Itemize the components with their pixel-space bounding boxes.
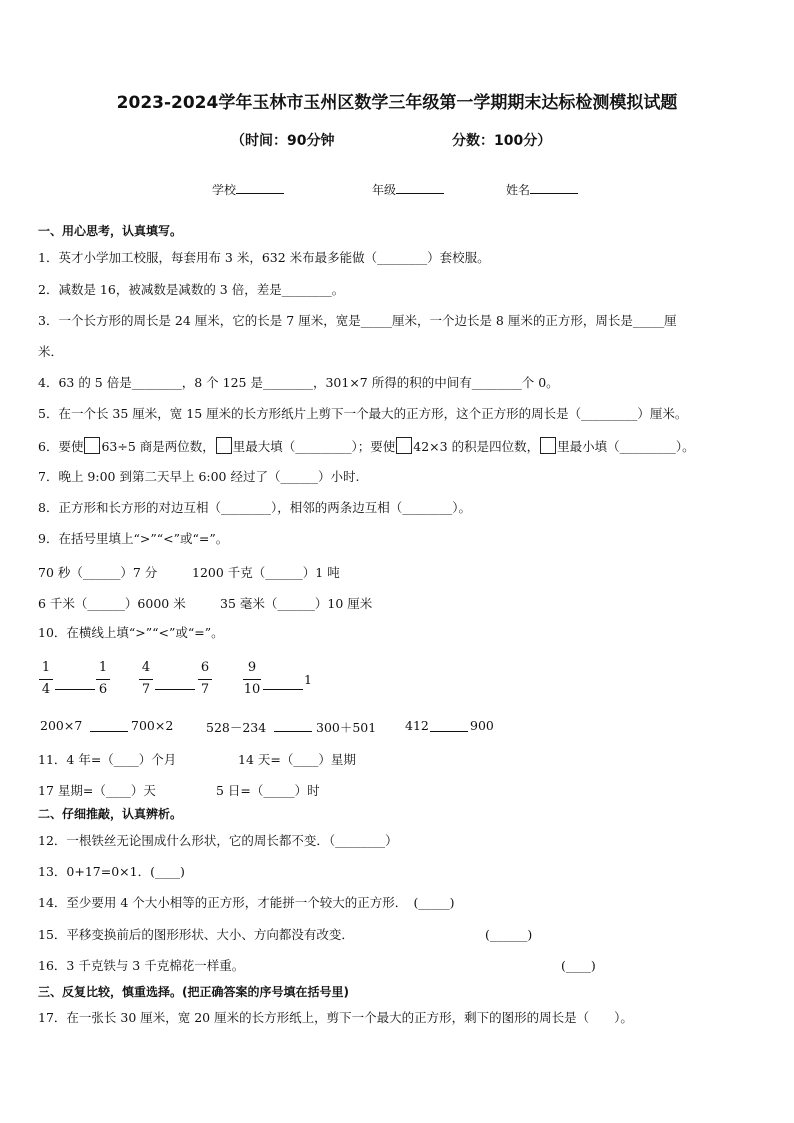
frac-3-numerator: 4 bbox=[141, 660, 151, 675]
expr-6: 900 bbox=[470, 718, 494, 733]
frac-5-bar bbox=[243, 679, 261, 680]
frac-2-denominator: 6 bbox=[98, 682, 108, 697]
question-3: 3．一个长方形的周长是 24 厘米，它的长是 7 厘米，宽是_____厘米，一个边长是 8 厘米的正方形，周长是_____厘 bbox=[38, 313, 677, 328]
question-15: 15．平移变换前后的图形形状、大小、方向都没有改变． bbox=[38, 927, 354, 942]
frac-4-numerator: 6 bbox=[200, 660, 210, 675]
expr-5: 412 bbox=[405, 718, 429, 733]
question-11b: 14 天=（____）星期 bbox=[238, 752, 356, 767]
digit-box[interactable] bbox=[216, 437, 232, 454]
q6-part-a: 6．要使 bbox=[38, 439, 84, 454]
q9-item-d: 35 毫米（______）10 厘米 bbox=[220, 596, 373, 611]
frac-4-bar bbox=[198, 679, 212, 680]
question-5: 5．在一个长 35 厘米，宽 15 厘米的长方形纸片上剪下一个最大的正方形，这个正方形的周长是（_________）厘米。 bbox=[38, 406, 688, 421]
school-field bbox=[212, 181, 284, 198]
q9-item-b: 1200 千克（______）1 吨 bbox=[192, 565, 340, 580]
question-16: 16．3 千克铁与 3 千克棉花一样重。 bbox=[38, 958, 245, 973]
compare-blank[interactable] bbox=[430, 731, 468, 732]
question-11a: 11．4 年=（____）个月 bbox=[38, 752, 177, 767]
question-10: 10．在横线上填“>”“<”或“=”。 bbox=[38, 625, 224, 640]
frac-1-bar bbox=[39, 679, 53, 680]
grade-field bbox=[372, 181, 444, 198]
section-3-heading: 三、反复比较，慎重选择。(把正确答案的序号填在括号里) bbox=[38, 985, 349, 999]
question-11d: 5 日=（_____）时 bbox=[216, 783, 320, 798]
section-1-heading: 一、用心思考，认真填写。 bbox=[38, 224, 183, 238]
expr-1: 200×7 bbox=[40, 718, 83, 733]
exam-score: 分数：100分） bbox=[452, 133, 552, 149]
q9-item-c: 6 千米（______）6000 米 bbox=[38, 596, 186, 611]
whole-one: 1 bbox=[304, 672, 312, 687]
q9-item-a: 70 秒（______）7 分 bbox=[38, 565, 158, 580]
q6-part-e: 里最小填（_________）。 bbox=[557, 439, 695, 454]
expr-4: 300＋501 bbox=[316, 720, 377, 735]
question-8: 8．正方形和长方形的对边互相（________），相邻的两条边互相（________）。 bbox=[38, 500, 471, 515]
question-1: 1．英才小学加工校服，每套用布 3 米，632 米布最多能做（________）套校服。 bbox=[38, 250, 490, 265]
question-12: 12．一根铁丝无论围成什么形状，它的周长都不变．（________） bbox=[38, 833, 398, 848]
frac-5-denominator: 10 bbox=[243, 682, 261, 697]
section-2-heading: 二、仔细推敲，认真辨析。 bbox=[38, 807, 183, 821]
question-4: 4．63 的 5 倍是________，8 个 125 是________，301×7 所得的积的中间有________个 0。 bbox=[38, 375, 559, 390]
compare-blank[interactable] bbox=[274, 731, 312, 732]
compare-blank[interactable] bbox=[90, 731, 128, 732]
frac-4-denominator: 7 bbox=[200, 682, 210, 697]
exam-time: （时间：90分钟 bbox=[231, 133, 335, 149]
question-3-cont: 米． bbox=[38, 344, 64, 359]
question-16-answer[interactable]: (____) bbox=[561, 958, 596, 973]
expr-3: 528－234 bbox=[206, 720, 267, 735]
exam-title: 2023-2024学年玉林市玉州区数学三年级第一学期期末达标检测模拟试题 bbox=[116, 93, 678, 113]
digit-box[interactable] bbox=[84, 437, 100, 454]
compare-blank[interactable] bbox=[55, 689, 95, 690]
frac-2-bar bbox=[96, 679, 110, 680]
digit-box[interactable] bbox=[396, 437, 412, 454]
question-6 bbox=[38, 437, 695, 455]
q6-part-d: 42×3 的积是四位数， bbox=[413, 439, 540, 454]
question-15-answer[interactable]: (______) bbox=[485, 927, 533, 942]
q6-part-b: 63÷5 商是两位数， bbox=[101, 439, 215, 454]
grade-label: 年级 bbox=[372, 183, 397, 197]
frac-3-denominator: 7 bbox=[141, 682, 151, 697]
frac-2-numerator: 1 bbox=[98, 660, 108, 675]
question-14: 14．至少要用 4 个大小相等的正方形，才能拼一个较大的正方形． (_____) bbox=[38, 895, 455, 910]
school-blank[interactable] bbox=[236, 181, 284, 194]
digit-box[interactable] bbox=[540, 437, 556, 454]
compare-blank[interactable] bbox=[263, 689, 303, 690]
school-label: 学校 bbox=[212, 183, 237, 197]
name-field bbox=[506, 181, 578, 198]
name-label: 姓名 bbox=[506, 183, 531, 197]
frac-1-numerator: 1 bbox=[41, 660, 51, 675]
frac-1-denominator: 4 bbox=[41, 682, 51, 697]
grade-blank[interactable] bbox=[396, 181, 444, 194]
question-2: 2．减数是 16，被减数是减数的 3 倍，差是________。 bbox=[38, 282, 345, 297]
question-7: 7．晚上 9:00 到第二天早上 6:00 经过了（______）小时. bbox=[38, 469, 360, 484]
expr-2: 700×2 bbox=[131, 718, 174, 733]
frac-3-bar bbox=[139, 679, 153, 680]
q6-part-c: 里最大填（_________）；要使 bbox=[232, 439, 396, 454]
frac-5-numerator: 9 bbox=[247, 660, 257, 675]
question-13: 13．0+17=0×1．(____) bbox=[38, 864, 185, 879]
name-blank[interactable] bbox=[530, 181, 578, 194]
question-11c: 17 星期=（____）天 bbox=[38, 783, 156, 798]
compare-blank[interactable] bbox=[155, 689, 195, 690]
question-17: 17．在一张长 30 厘米，宽 20 厘米的长方形纸上，剪下一个最大的正方形，剩下的图形的周长是（ ）。 bbox=[38, 1010, 633, 1025]
question-9: 9．在括号里填上“>”“<”或“=”。 bbox=[38, 531, 229, 546]
